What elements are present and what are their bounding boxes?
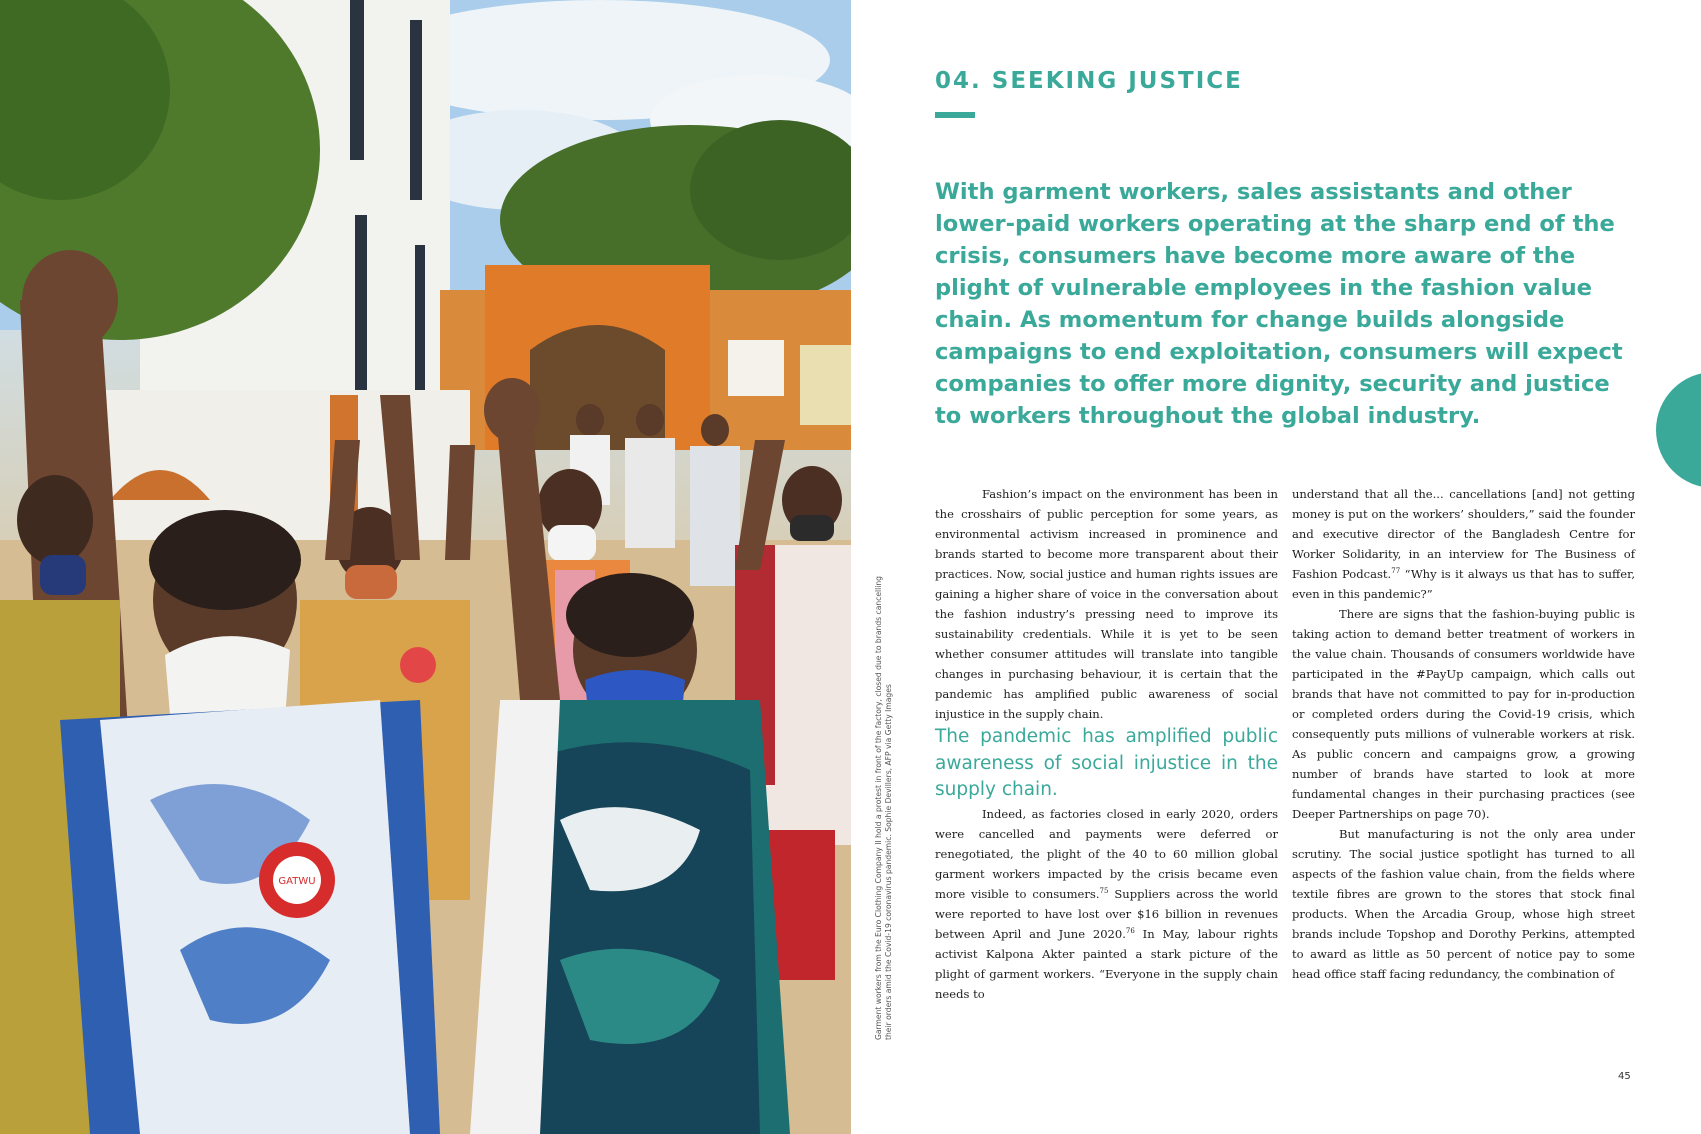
body-paragraph — [935, 804, 1278, 1004]
page-number: 45 — [1618, 1071, 1631, 1082]
section-tab-marker — [1656, 372, 1701, 488]
body-paragraph — [1292, 484, 1635, 604]
body-paragraph: But manufacturing is not the only area under scrutiny. The social justice spotlight has turned to all aspects of the fashion value chain, from the fields where textile fibres are grown to the stores that stock final products. When the Arcadia Group, whose high street brands include Topshop and Dorothy Perkins, attempted to award as little as 50 percent of notice pay to some head office staff facing redundancy, the combination of — [1292, 827, 1635, 981]
section-title: 04. SEEKING JUSTICE — [935, 68, 1243, 94]
title-underline — [935, 112, 975, 118]
body-text: In May, labour rights activist Kalpona Akter painted a stark picture of the plight of garment workers. “Everyone in the supply chain needs to — [935, 926, 1279, 1001]
pull-quote: The pandemic has amplified public awareness of social injustice in the supply chain. — [935, 726, 1278, 800]
body-column-right — [1292, 484, 1635, 984]
body-paragraph: There are signs that the fashion-buying public is taking action to demand better treatment of workers in the value chain. Thousands of consumers worldwide have participated in the #PayUp campaign, which calls out brands that have not committed to pay for in-production or completed orders during the Covid-19 crisis, which consequently puts millions of vulnerable workers at risk. As public concern and campaigns grow, a growing number of brands have started to look at more fundamental changes in their purchasing practices (see Deeper Partnerships on page 70). — [1292, 607, 1635, 821]
intro-standfirst: With garment workers, sales assistants and other lower-paid workers operating at the sharp end of the crisis, consumers have become more aware of the plight of vulnerable employees in the fashion value chain. As momentum for change builds alongside campaigns to end exploitation, consumers will expect companies to offer more dignity, security and justice to workers throughout the global industry. — [935, 179, 1623, 429]
body-text: Indeed, as factories closed in early 2020, orders were cancelled and payments were deferred or renegotiated, the plight of the 40 to 60 million global garment workers impacted by the crisis became even more visible to consumers. — [935, 806, 1278, 901]
photo-caption: Garment workers from the Euro Clothing Company II hold a protest in front of the factory, closed due to brands cancelling their orders amid the Covid-19 coronavirus pandemic. Sophie Devillers, AFP via Getty Images — [874, 576, 893, 1040]
body-text: understand that all the... cancellations [and] not getting money is put on the workers’ shoulders,” said the founder and executive director of the Bangladesh Centre for Worker Solidarity, in an interview for The Business of Fashion Podcast. — [1292, 487, 1635, 581]
footnote-ref[interactable]: 77 — [1391, 567, 1401, 576]
sash-badge-text: GATWU — [278, 876, 316, 887]
body-text: Suppliers across the world were reported to have lost over $16 billion in revenues between April and June 2020. — [935, 886, 1278, 941]
body-column-left — [935, 484, 1278, 1004]
body-text: “Why is it always us that has to suffer, even in this pandemic?” — [1292, 567, 1635, 601]
body-paragraph: Fashion’s impact on the environment has been in the crosshairs of public perception for some years, as environmental activism increased in prominence and brands started to become more transparent about their practices. Now, social justice and human rights issues are gaining a higher share of voice in the conversation about the fashion industry’s pressing need to improve its sustainability credentials. While it is yet to be seen whether consumer attitudes will translate into tangible changes in purchasing behaviour, it is certain that the pandemic has amplified public awareness of social injustice in the supply chain. — [935, 487, 1278, 721]
footnote-ref[interactable]: 75 — [1099, 886, 1109, 895]
footnote-ref[interactable]: 76 — [1125, 926, 1135, 935]
